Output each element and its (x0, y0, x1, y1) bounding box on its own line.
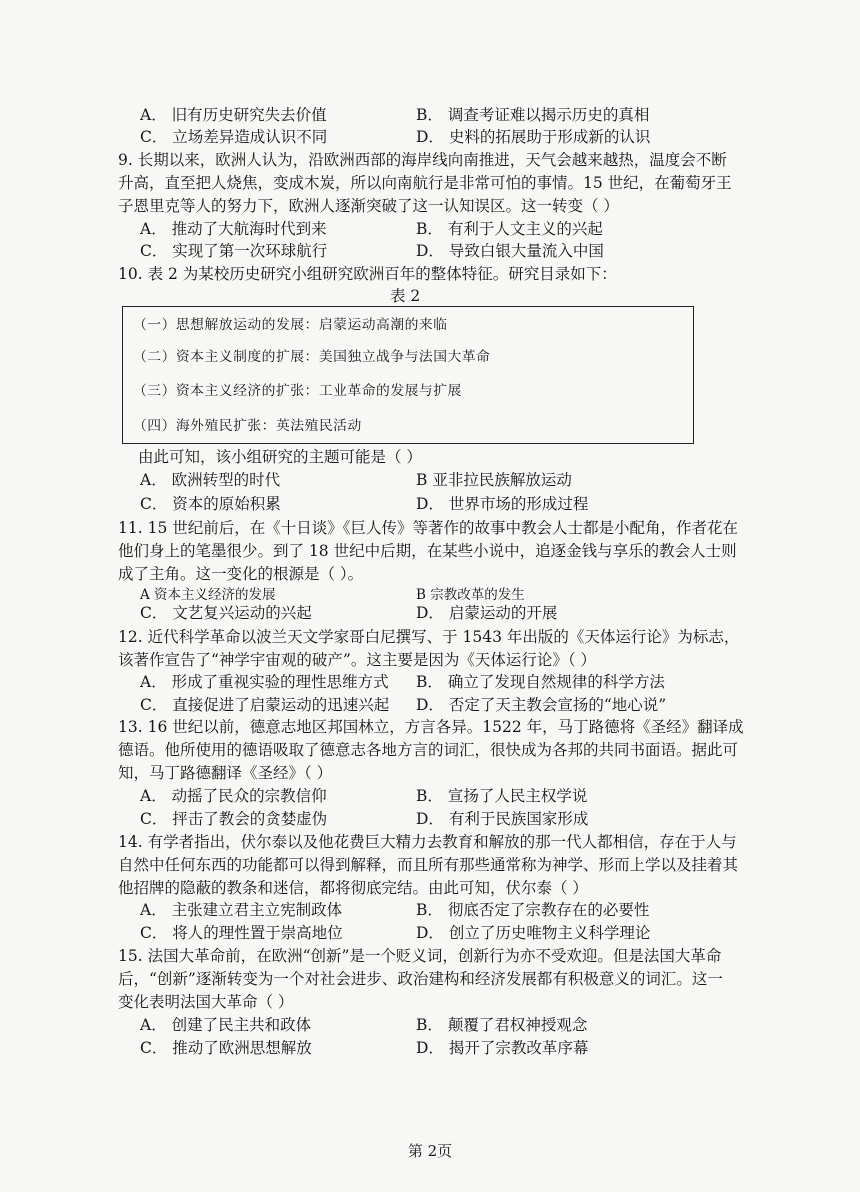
page-number: 第 2页 (407, 1142, 453, 1160)
q15-stem-line-1: 15. 法国大革命前，在欧洲“创新”是一个贬义词，创新行为亦不受欢迎。但是法国大革命 (118, 947, 722, 965)
q12-stem-line-1: 12. 近代科学革命以波兰天文学家哥白尼撰写、于 1543 年出版的《天体运行论》为标志， (118, 628, 740, 646)
q12-option-c: C． 直接促进了启蒙运动的迅速兴起 (140, 696, 390, 714)
q13-option-b: B． 宣扬了人民主权学说 (416, 787, 588, 805)
q10-stem: 10. 表 2 为某校历史研究小组研究欧洲百年的整体特征。研究目录如下： (118, 265, 617, 283)
q15-stem-line-3: 变化表明法国大革命（ ） (118, 993, 294, 1011)
q13-option-a: A． 动摇了民众的宗教信仰 (140, 787, 327, 805)
table-row: （四）海外殖民扩张：英法殖民活动 (133, 418, 362, 434)
q15-option-c: C． 推动了欧洲思想解放 (140, 1039, 312, 1057)
q13-stem-line-1: 13. 16 世纪以前，德意志地区邦国林立，方言各异。1522 年，马丁路德将《圣经》翻译成 (118, 718, 744, 736)
q14-option-b: B． 彻底否定了宗教存在的必要性 (416, 901, 650, 919)
q15-stem-line-2: 后，“创新”逐渐转变为一个对社会进步、政治建构和经济发展都有积极意义的词汇。这一 (118, 970, 723, 988)
q13-option-d: D． 有利于民族国家形成 (416, 810, 589, 828)
q14-stem-line-3: 他招牌的隐蔽的教条和迷信，都将彻底完结。由此可知，伏尔泰（ ） (118, 879, 588, 897)
q8-option-a: A． 旧有历史研究失去价值 (140, 106, 327, 124)
q9-option-a: A． 推动了大航海时代到来 (140, 220, 327, 238)
q10-option-d: D． 世界市场的形成过程 (416, 495, 589, 513)
q8-option-c: C． 立场差异造成认识不同 (140, 128, 328, 146)
q13-stem-line-2: 德语。他所使用的德语吸取了德意志各地方言的词汇，很快成为各邦的共同书面语。据此可 (118, 741, 739, 759)
q8-option-b: B． 调查考证难以揭示历史的真相 (416, 106, 650, 124)
q12-stem-line-2: 该著作宣告了“神学宇宙观的破产”。这主要是因为《天体运行论》（ ） (118, 651, 597, 669)
table-row: （三）资本主义经济的扩张：工业革命的发展与扩展 (133, 383, 462, 399)
q9-stem-line-3: 子恩里克等人的努力下，欧洲人逐渐突破了这一认知误区。这一转变（ ） (118, 197, 619, 215)
q9-stem-line-2: 升高，直至把人烧焦，变成木炭，所以向南航行是非常可怕的事情。15 世纪，在葡萄牙王 (118, 174, 732, 192)
q14-stem-line-2: 自然中任何东西的功能都可以得到解释，而且所有那些通常称为神学、形而上学以及挂着其 (118, 856, 739, 874)
q13-stem-line-3: 知，马丁路德翻译《圣经》（ ） (118, 764, 333, 782)
q15-option-d: D． 揭开了宗教改革序幕 (416, 1039, 589, 1057)
q11-stem-line-3: 成了主角。这一变化的根源是（ ）。 (118, 565, 364, 583)
q14-stem-line-1: 14. 有学者指出，伏尔泰以及他花费巨大精力去教育和解放的那一代人都相信，存在于人与 (118, 833, 737, 851)
q11-stem-line-1: 11. 15 世纪前后，在《十日谈》《巨人传》等著作的故事中教会人士都是小配角，作者花在 (118, 519, 738, 537)
q14-option-c: C． 将人的理性置于崇高地位 (140, 924, 343, 942)
table-caption: 表 2 (390, 287, 421, 305)
q10-option-b: B 亚非拉民族解放运动 (416, 471, 572, 489)
q8-option-d: D． 史料的拓展助于形成新的认识 (416, 128, 651, 146)
q11-stem-line-2: 他们身上的笔墨很少。到了 18 世纪中后期，在某些小说中，追逐金钱与享乐的教会人士则 (118, 542, 737, 560)
q15-option-b: B． 颠覆了君权神授观念 (416, 1016, 588, 1034)
q9-option-d: D． 导致白银大量流入中国 (416, 242, 604, 260)
q10-question: 由此可知，该小组研究的主题可能是（ ） (138, 448, 422, 466)
q15-option-a: A． 创建了民主共和政体 (140, 1016, 312, 1034)
q11-option-a: A 资本主义经济的发展 (140, 587, 276, 603)
q9-option-b: B． 有利于人文主义的兴起 (416, 220, 603, 238)
q12-option-b: B． 确立了发现自然规律的科学方法 (416, 673, 665, 691)
q9-option-c: C． 实现了第一次环球航行 (140, 242, 328, 260)
research-table (122, 306, 694, 444)
q12-option-a: A． 形成了重视实验的理性思维方式 (140, 673, 389, 691)
q11-option-d: D． 启蒙运动的开展 (416, 604, 558, 622)
q10-option-a: A． 欧洲转型的时代 (140, 471, 281, 489)
table-row: （二）资本主义制度的扩展：美国独立战争与法国大革命 (133, 349, 491, 365)
q14-option-a: A． 主张建立君主立宪制政体 (140, 901, 343, 919)
q11-option-c: C． 文艺复兴运动的兴起 (140, 604, 312, 622)
q11-option-b: B 宗教改革的发生 (416, 587, 525, 603)
table-row: （一）思想解放运动的发展：启蒙运动高潮的来临 (133, 317, 448, 333)
q13-option-c: C． 抨击了教会的贪婪虚伪 (140, 810, 328, 828)
q9-stem-line-1: 9. 长期以来，欧洲人认为，沿欧洲西部的海岸线向南推进，天气会越来越热，温度会不断 (118, 151, 727, 169)
q10-option-c: C． 资本的原始积累 (140, 495, 281, 513)
q14-option-d: D． 创立了历史唯物主义科学理论 (416, 924, 651, 942)
q12-option-d: D． 否定了天主教会宣扬的“地心说” (416, 696, 667, 714)
